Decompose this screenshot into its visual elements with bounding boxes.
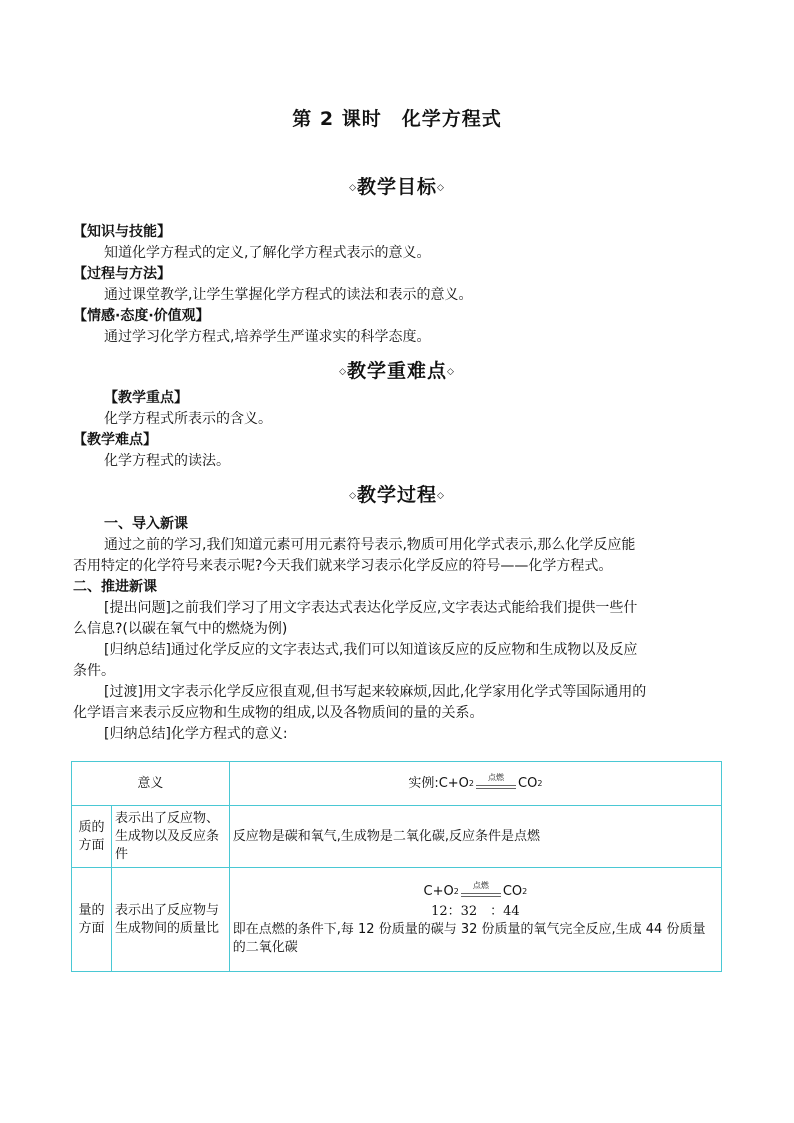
row-label: 量的方面 <box>72 868 112 972</box>
goal-text-process: 通过课堂教学,让学生掌握化学方程式的读法和表示的意义。 <box>104 287 473 303</box>
keypoint-heading: 【教学重点】 <box>104 390 188 406</box>
keypoint-text: 化学方程式所表示的含义。 <box>104 411 272 427</box>
diamond-icon: ◇ <box>437 491 445 501</box>
diamond-icon: ◇ <box>339 367 347 377</box>
process-step-new: 二、推进新课 <box>73 579 157 595</box>
diamond-icon: ◇ <box>437 183 445 193</box>
row-description: 表示出了反应物、生成物以及反应条件 <box>111 806 229 868</box>
table-row <box>72 806 722 868</box>
table-row <box>72 868 722 972</box>
process-paragraph: 条件。 <box>73 663 115 679</box>
process-paragraph: 化学语言来表示反应物和生成物的组成,以及各物质间的量的关系。 <box>73 705 484 721</box>
row-example: 反应物是碳和氧气,生成物是二氧化碳,反应条件是点燃 <box>229 806 721 868</box>
row-example-text: 的二氧化碳 <box>232 939 298 955</box>
difficulty-text: 化学方程式的读法。 <box>104 453 230 469</box>
goal-heading-attitude: 【情感·态度·价值观】 <box>73 308 210 324</box>
section-heading-goals: ◇教学目标◇ <box>349 176 445 198</box>
process-paragraph: [过渡]用文字表示化学反应很直观,但书写起来较麻烦,因此,化学家用化学式等国际通用的 <box>104 684 647 700</box>
goal-heading-process: 【过程与方法】 <box>73 266 171 282</box>
diamond-icon: ◇ <box>349 183 357 193</box>
row-example: C+O 2 点燃 CO 2 12：32 ：44 即在点燃的条件下,每 12 份质量的碳与 32 份质量的氧气完全反应,生成 44 份质量 的二氧化碳 <box>229 868 721 972</box>
reaction-arrow-icon: 点燃 <box>461 887 501 901</box>
goal-text-attitude: 通过学习化学方程式,培养学生严谨求实的科学态度。 <box>104 329 431 345</box>
table-header-example: 实例:C+O 2 点燃 CO 2 <box>229 762 721 806</box>
process-paragraph: 么信息?(以碳在氧气中的燃烧为例) <box>73 621 288 637</box>
process-step-intro: 一、导入新课 <box>104 516 188 532</box>
goal-text-knowledge: 知道化学方程式的定义,了解化学方程式表示的意义。 <box>104 245 431 261</box>
process-paragraph: [提出问题]之前我们学习了用文字表达式表达化学反应,文字表达式能给我们提供一些什 <box>104 600 638 616</box>
meaning-table <box>71 761 722 972</box>
row-example-text: 即在点燃的条件下,每 12 份质量的碳与 32 份质量的氧气完全反应,生成 44 份质量 <box>232 921 706 937</box>
table-header-meaning: 意义 <box>72 762 230 806</box>
section-heading-process: ◇教学过程◇ <box>349 484 445 506</box>
process-paragraph: 否用特定的化学符号来表示呢?今天我们就来学习表示化学反应的符号——化学方程式。 <box>73 558 613 574</box>
row-label: 质的方面 <box>72 806 112 868</box>
diamond-icon: ◇ <box>447 367 455 377</box>
process-paragraph: [归纳总结]通过化学反应的文字表达式,我们可以知道该反应的反应物和生成物以及反应 <box>104 642 638 658</box>
process-paragraph: [归纳总结]化学方程式的意义: <box>104 726 288 742</box>
goal-heading-knowledge: 【知识与技能】 <box>73 224 171 240</box>
reaction-arrow-icon: 点燃 <box>476 779 516 793</box>
difficulty-heading: 【教学难点】 <box>73 432 157 448</box>
row-description: 表示出了反应物与生成物间的质量比 <box>111 868 229 972</box>
section-heading-keypoints: ◇教学重难点◇ <box>339 360 455 382</box>
mass-ratio: 12：32 ：44 <box>431 903 520 919</box>
page-title: 第 2 课时 化学方程式 <box>292 108 502 130</box>
process-paragraph: 通过之前的学习,我们知道元素可用元素符号表示,物质可用化学式表示,那么化学反应能 <box>104 537 636 553</box>
table-header-row <box>72 762 722 806</box>
diamond-icon: ◇ <box>349 491 357 501</box>
